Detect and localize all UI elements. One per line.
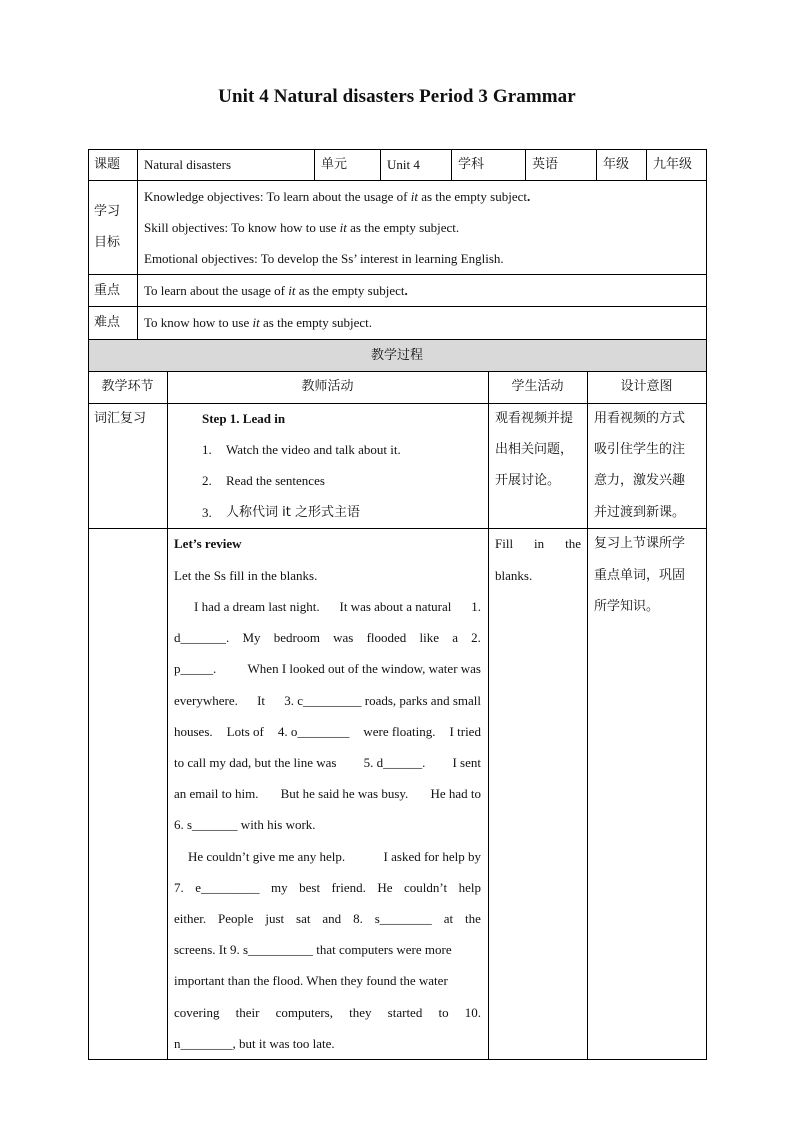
review-passage-segment: important than the flood. When they found the water	[174, 973, 448, 988]
skill-objective	[144, 220, 459, 236]
table-line	[451, 149, 452, 180]
review-heading: Let’s review	[174, 536, 242, 551]
knowledge-text: Knowledge objectives: To learn about the usage of	[144, 189, 411, 204]
review-passage-line	[174, 1036, 481, 1052]
review-passage-segment: at	[443, 911, 454, 926]
table-line	[380, 149, 381, 180]
table-line	[706, 149, 707, 1060]
table-line	[88, 371, 706, 372]
review-passage-segment: It	[257, 693, 266, 708]
topic-label: 课题	[94, 157, 121, 172]
review-passage-segment: I tried	[449, 724, 481, 739]
review-passage-segment: 1.	[471, 599, 481, 614]
review-passage-line	[174, 817, 481, 833]
key-point-period: .	[404, 283, 408, 298]
review-passage-segment: He had to	[430, 786, 481, 801]
skill-text-end: as the empty subject.	[346, 220, 460, 235]
step1-heading: Step 1. Lead in	[202, 411, 286, 426]
column-design: 设计意图	[620, 379, 673, 394]
step1-item-num: 3.	[202, 505, 212, 520]
review-passage-segment: houses.	[174, 724, 213, 739]
review-passage-segment: was	[333, 630, 354, 645]
review-passage-segment: I asked for help by	[383, 849, 481, 864]
review-passage-line	[174, 786, 481, 802]
topic-value: Natural disasters	[144, 157, 232, 172]
review-passage-line	[174, 693, 481, 709]
review-passage-line	[174, 724, 481, 740]
review-passage-line	[174, 973, 481, 989]
column-student: 学生活动	[511, 379, 564, 394]
review-passage-segment: He	[377, 880, 393, 895]
knowledge-objective	[144, 189, 530, 205]
review-passage-segment: computers,	[275, 1005, 333, 1020]
table-line	[137, 149, 138, 339]
review-passage-segment: p_____.	[174, 661, 217, 676]
table-line	[88, 339, 706, 340]
review-passage-segment: sat	[296, 911, 311, 926]
review-student-second-line: blanks.	[495, 568, 533, 583]
review-passage-segment: my	[271, 880, 288, 895]
review-passage-segment: and	[322, 911, 342, 926]
review-student-word: in	[534, 536, 545, 551]
review-passage-segment: their	[235, 1005, 260, 1020]
review-passage-segment: best	[299, 880, 321, 895]
review-passage-segment: It was about a natural	[339, 599, 452, 614]
review-passage-segment: friend.	[331, 880, 366, 895]
difficult-point-text	[144, 315, 372, 331]
review-passage-segment: the	[465, 911, 481, 926]
emotional-objective: Emotional objectives: To develop the Ss’ interest in learning English.	[144, 251, 504, 266]
step1-student-line: 出相关问题，	[495, 442, 574, 457]
review-passage-segment: s________	[374, 911, 432, 926]
table-line	[88, 149, 89, 1060]
review-design-line: 所学知识。	[594, 599, 660, 614]
process-header: 教学过程	[370, 348, 423, 363]
step1-stage: 词汇复习	[94, 411, 147, 426]
review-passage-line	[188, 849, 481, 865]
skill-it: it	[339, 220, 347, 235]
key-point-it: it	[288, 283, 296, 298]
review-passage-segment: 7.	[174, 880, 184, 895]
subject-value: 英语	[532, 157, 559, 172]
knowledge-text-end: as the empty subject	[417, 189, 527, 204]
step1-item-text: Watch the video and talk about it.	[226, 442, 401, 457]
review-passage-segment: couldn’t	[403, 880, 448, 895]
step1-item-text: 人称代词 it 之形式主语	[226, 505, 360, 520]
review-passage-segment: d_______.	[174, 630, 230, 645]
table-line	[525, 149, 526, 180]
table-line	[88, 149, 706, 150]
review-passage-segment: were floating.	[363, 724, 436, 739]
page-title: Unit 4 Natural disasters Period 3 Grammar	[218, 86, 576, 107]
review-passage-segment: everywhere.	[174, 693, 238, 708]
step1-item-text: Read the sentences	[226, 473, 325, 488]
review-design-line: 重点单词，巩固	[594, 568, 686, 583]
review-passage-line	[174, 755, 481, 771]
review-passage-segment: 2.	[471, 630, 481, 645]
review-passage-segment: 5. d______.	[363, 755, 426, 770]
review-passage-line	[174, 630, 481, 646]
review-passage-segment: When I looked out of the window, water was	[247, 661, 481, 676]
review-passage-segment: 8.	[353, 911, 363, 926]
review-passage-segment: 4. o________	[277, 724, 350, 739]
column-stage: 教学环节	[101, 379, 154, 394]
review-passage-segment: they	[349, 1005, 372, 1020]
review-passage-segment: bedroom	[273, 630, 320, 645]
review-passage-segment: I sent	[452, 755, 481, 770]
table-line	[88, 1059, 706, 1060]
review-passage-segment: I had a dream last night.	[194, 599, 320, 614]
review-passage-segment: a	[452, 630, 458, 645]
difficult-point-it: it	[252, 315, 260, 330]
review-passage-segment: help	[458, 880, 481, 895]
review-passage-segment: People	[218, 911, 254, 926]
review-student-word: the	[565, 536, 581, 551]
review-instruction: Let the Ss fill in the blanks.	[174, 568, 318, 583]
review-passage-line	[194, 599, 481, 615]
review-passage-segment: flooded	[366, 630, 407, 645]
step1-design-line: 吸引住学生的注	[594, 442, 686, 457]
table-line	[88, 403, 706, 404]
key-point-pre: To learn about the usage of	[144, 283, 289, 298]
step1-design-line: 意力，激发兴趣	[594, 473, 686, 488]
unit-label: 单元	[321, 157, 348, 172]
table-line	[88, 528, 706, 529]
table-line	[488, 371, 489, 1060]
step1-item-num: 2.	[202, 473, 212, 488]
review-student-word: Fill	[495, 536, 514, 551]
review-passage-segment: either.	[174, 911, 207, 926]
table-line	[88, 274, 706, 275]
table-line	[596, 149, 597, 180]
knowledge-it: it	[410, 189, 418, 204]
table-line	[88, 180, 706, 181]
column-teacher: 教师活动	[301, 379, 354, 394]
review-passage-segment: 6. s_______ with his work.	[174, 817, 316, 832]
key-point-post: as the empty subject	[295, 283, 405, 298]
review-passage-segment: He couldn’t give me any help.	[188, 849, 346, 864]
table-line	[88, 306, 706, 307]
review-passage-line	[174, 880, 481, 896]
review-passage-segment: 3. c_________ roads, parks and small	[284, 693, 481, 708]
review-passage-segment: screens. It 9. s__________ that computers were more	[174, 942, 452, 957]
review-passage-segment: But he said he was busy.	[280, 786, 409, 801]
review-passage-line	[174, 942, 481, 958]
difficult-point-post: as the empty subject.	[259, 315, 373, 330]
review-student-first-line	[495, 536, 581, 552]
objectives-label-2: 目标	[94, 235, 121, 250]
table-line	[314, 149, 315, 180]
review-passage-segment: My	[242, 630, 261, 645]
grade-label: 年级	[603, 157, 630, 172]
review-passage-segment: like	[419, 630, 439, 645]
review-passage-segment: covering	[174, 1005, 220, 1020]
key-point-text	[144, 283, 408, 299]
step1-design-line: 并过渡到新课。	[594, 505, 686, 520]
skill-text: Skill objectives: To know how to use	[144, 220, 340, 235]
grade-value: 九年级	[653, 157, 693, 172]
table-line	[587, 371, 588, 1060]
review-passage-line	[174, 1005, 481, 1021]
review-passage-segment: just	[265, 911, 285, 926]
step1-item-num: 1.	[202, 442, 212, 457]
review-passage-line	[174, 911, 481, 927]
unit-value: Unit 4	[387, 157, 420, 172]
difficult-point-label: 难点	[94, 315, 121, 330]
review-passage-segment: an email to him.	[174, 786, 259, 801]
step1-student-line: 开展讨论。	[495, 473, 561, 488]
review-passage-segment: n________, but it was too late.	[174, 1036, 335, 1051]
review-passage-segment: started	[387, 1005, 423, 1020]
knowledge-period: .	[526, 189, 531, 204]
table-line	[646, 149, 647, 180]
subject-label: 学科	[458, 157, 485, 172]
review-passage-line	[174, 661, 481, 677]
difficult-point-pre: To know how to use	[144, 315, 253, 330]
key-point-label: 重点	[94, 283, 121, 298]
review-passage-segment: Lots of	[226, 724, 264, 739]
objectives-label-1: 学习	[94, 204, 121, 219]
step1-student-line: 观看视频并提	[495, 411, 574, 426]
review-passage-segment: to call my dad, but the line was	[174, 755, 337, 770]
table-line	[167, 371, 168, 1060]
review-passage-segment: to	[438, 1005, 449, 1020]
review-design-line: 复习上节课所学	[594, 536, 686, 551]
step1-design-line: 用看视频的方式	[594, 411, 686, 426]
review-passage-segment: 10.	[464, 1005, 481, 1020]
review-passage-segment: e_________	[195, 880, 260, 895]
